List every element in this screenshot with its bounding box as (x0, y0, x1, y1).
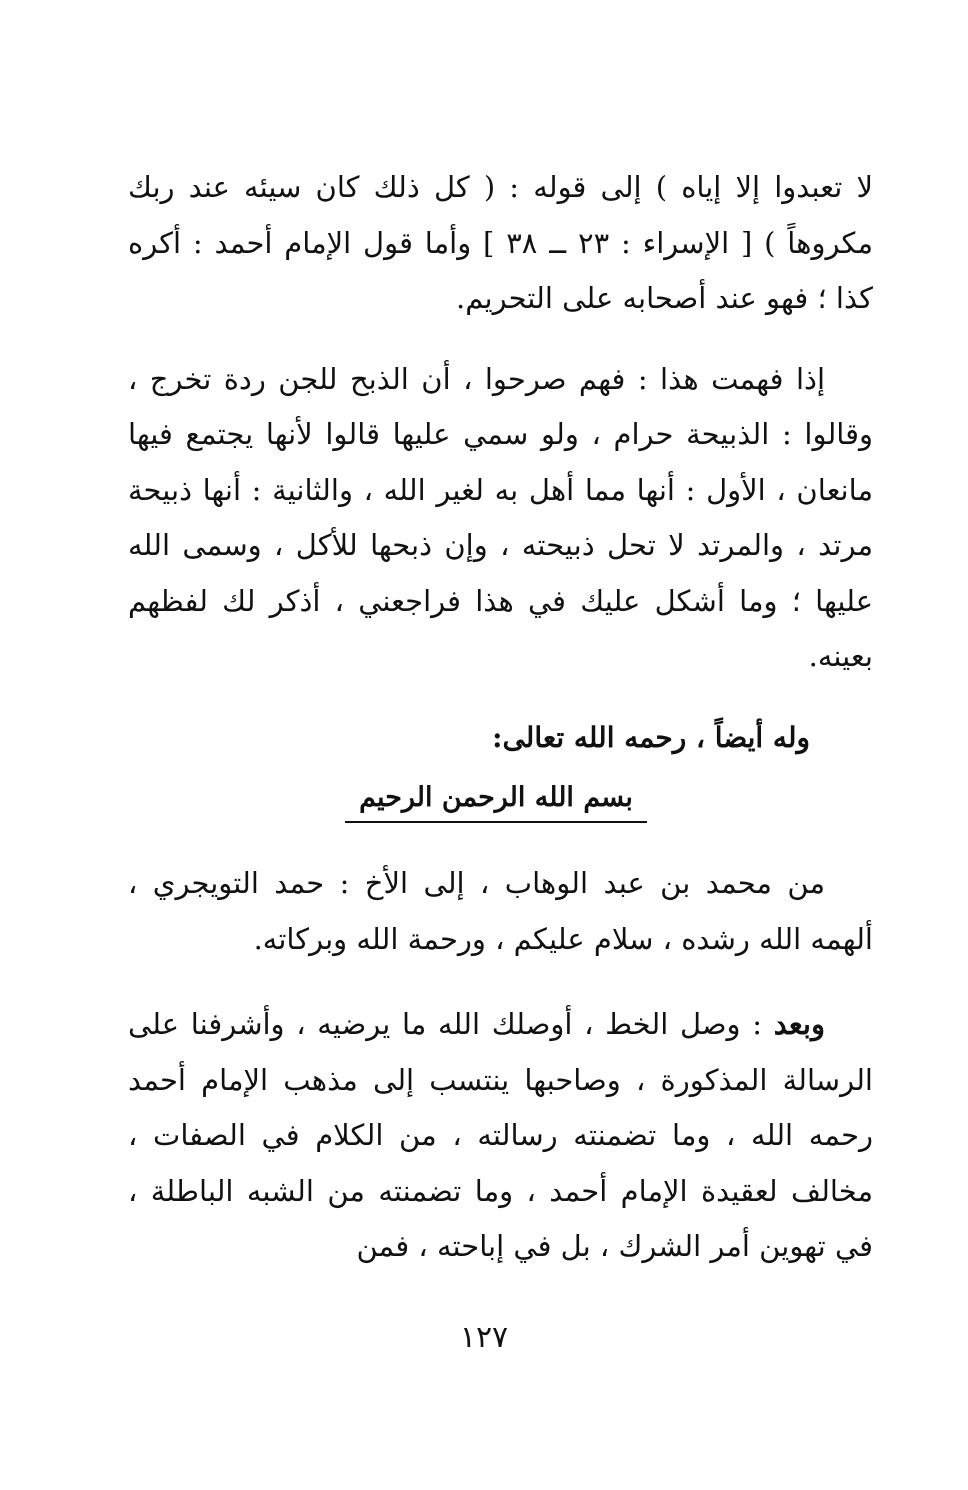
paragraph-3: من محمد بن عبد الوهاب ، إلى الأخ : حمد التويجري ، ألهمه الله رشده ، سلام عليكم ، ورحمة الله وبركاته. (128, 866, 873, 956)
basmala-text: بسم الله الرحمن الرحيم (345, 775, 647, 823)
paragraph-1: لا تعبدوا إلا إياه ) إلى قوله : ( كل ذلك كان سيئه عند ربك مكروهاً ) [ الإسراء : ٢٣ ــ ٣٨ ] وأما قول الإمام أحمد : أكره كذا ؛ فهو عند أصحابه على التحريم. (128, 170, 873, 315)
paragraph-2: إذا فهمت هذا : فهم صرحوا ، أن الذبح للجن ردة تخرج ، وقالوا : الذبيحة حرام ، ولو سمي عليها قالوا لأنها يجتمع فيها مانعان ، الأول : أنها مما أهل به لغير الله ، والثانية : أنها ذبيحة مرتد ، والمرتد لا تحل ذبيحته ، وإن ذبحها للأكل ، وسمى الله عليها ؛ وما أشكل عليك في هذا فراجعني ، أذكر لك لفظهم بعينه. (128, 361, 873, 673)
paragraph-4-lead: وبعد (773, 1007, 825, 1041)
paragraph-4-body: : وصل الخط ، أوصلك الله ما يرضيه ، وأشرفنا على الرسالة المذكورة ، وصاحبها ينتسب إلى مذهب الإمام أحمد رحمه الله ، وما تضمنته رسالته ، من الكلام في الصفات ، مخالف لعقيدة الإمام أحمد ، وما تضمنته من الشبه الباطلة ، في تهوين أمر الشرك ، بل في إباحته ، فمن (128, 1007, 873, 1263)
page-number: ١٢٧ (459, 1320, 509, 1355)
letter-heading: وله أيضاً ، رحمه الله تعالى: (492, 721, 810, 754)
basmala-calligraphy (340, 775, 652, 829)
paragraph-4 (128, 997, 873, 1275)
upper-text-block (128, 160, 873, 685)
lower-text-block (128, 856, 873, 1275)
